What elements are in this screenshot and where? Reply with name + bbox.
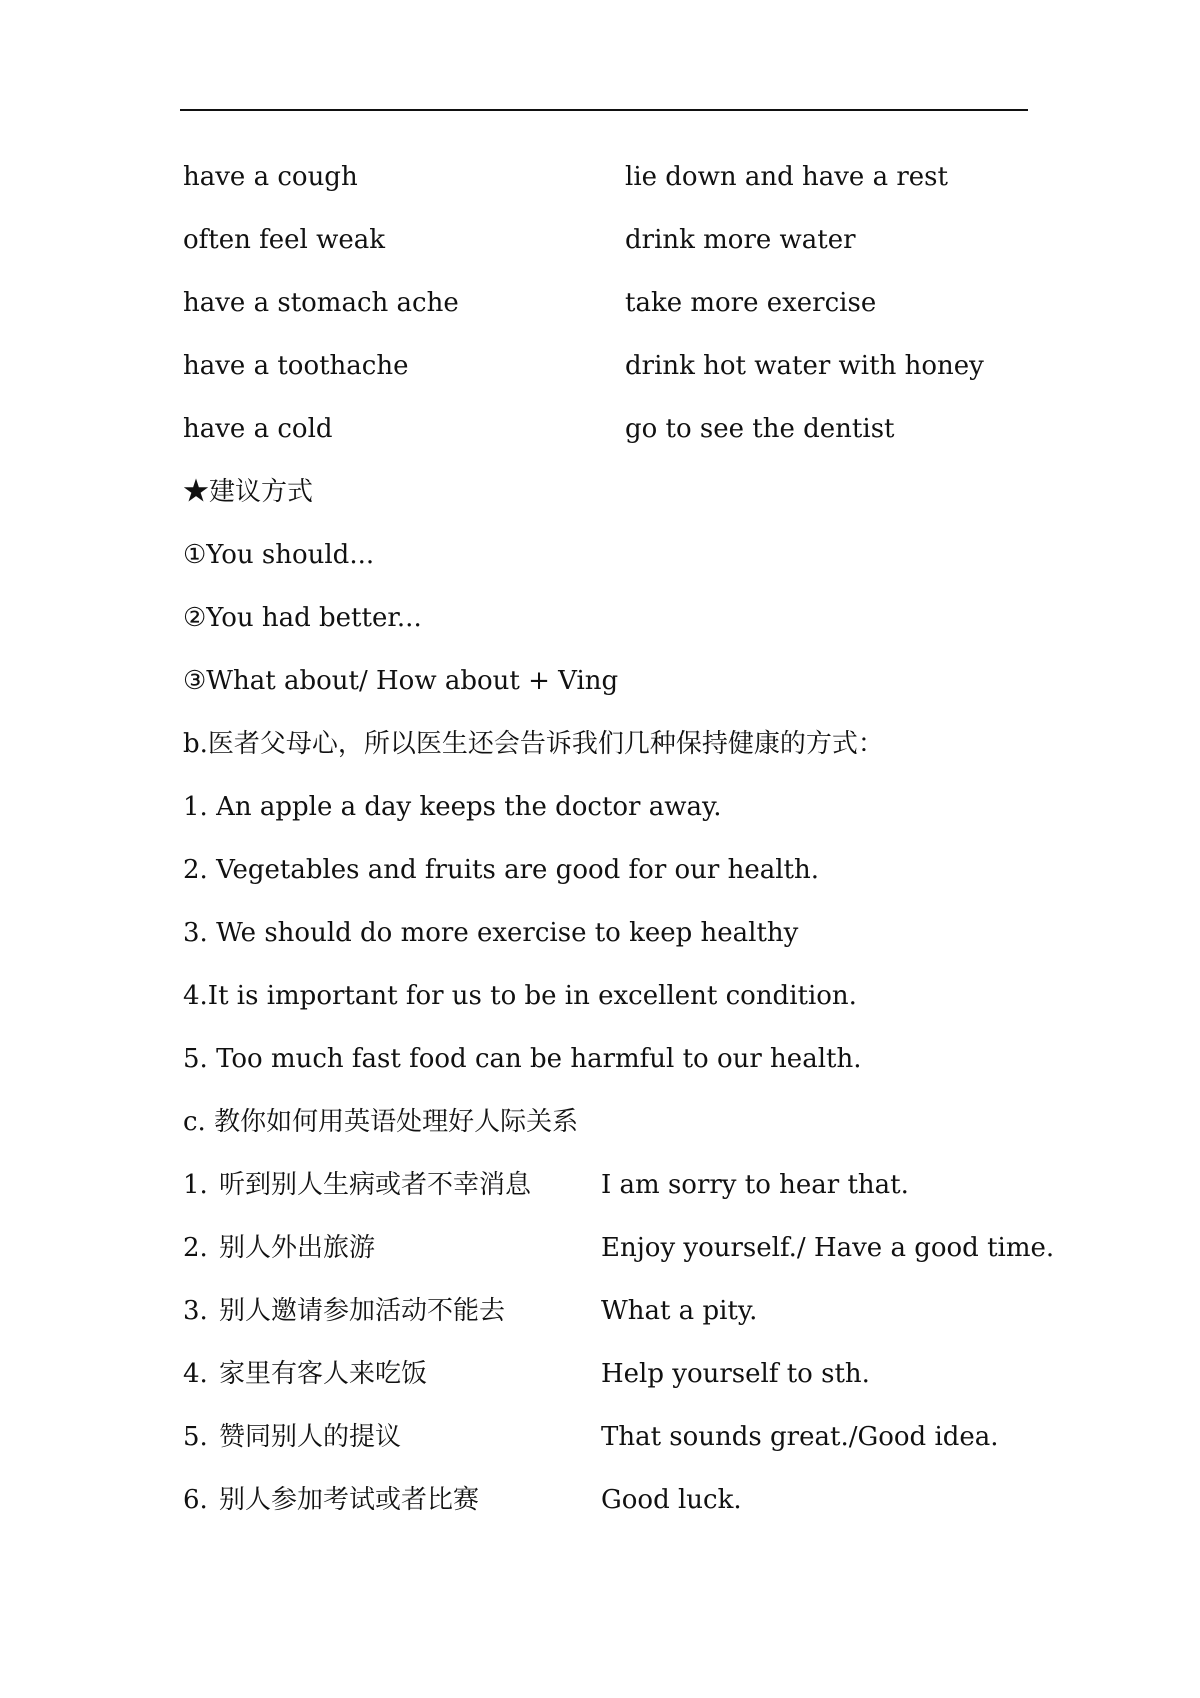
situation-number: 5. xyxy=(183,1422,208,1452)
health-tip-2: 2. Vegetables and fruits are good for our health. xyxy=(183,855,820,885)
section-b-heading: b.医者父母心，所以医生还会告诉我们几种保持健康的方式： xyxy=(183,729,884,759)
advice-4: drink hot water with honey xyxy=(625,351,984,381)
response-6: Good luck. xyxy=(601,1485,742,1515)
situation-number: 1. xyxy=(183,1170,208,1200)
situation-number: 6. xyxy=(183,1485,208,1515)
situation-text: 听到别人生病或者不幸消息 xyxy=(219,1170,532,1200)
situation-text: 别人参加考试或者比赛 xyxy=(219,1485,480,1515)
section-c-heading: c. 教你如何用英语处理好人际关系 xyxy=(183,1107,579,1137)
response-1: I am sorry to hear that. xyxy=(601,1170,909,1200)
situation-4 xyxy=(183,1359,427,1389)
situation-text: 别人邀请参加活动不能去 xyxy=(219,1296,506,1326)
situation-6 xyxy=(183,1485,479,1515)
situation-2 xyxy=(183,1233,375,1263)
situation-text: 赞同别人的提议 xyxy=(219,1422,402,1452)
health-tip-4: 4.It is important for us to be in excellent condition. xyxy=(183,981,857,1011)
response-5: That sounds great./Good idea. xyxy=(601,1422,999,1452)
symptom-1: have a cough xyxy=(183,162,358,192)
symptom-4: have a toothache xyxy=(183,351,409,381)
suggestion-3: ③What about/ How about + Ving xyxy=(183,666,619,696)
situation-number: 3. xyxy=(183,1296,208,1326)
situation-1 xyxy=(183,1170,531,1200)
situation-text: 别人外出旅游 xyxy=(219,1233,376,1263)
header-rule xyxy=(180,109,1028,111)
situation-number: 4. xyxy=(183,1359,208,1389)
response-2: Enjoy yourself./ Have a good time. xyxy=(601,1233,1055,1263)
advice-3: take more exercise xyxy=(625,288,877,318)
advice-1: lie down and have a rest xyxy=(625,162,948,192)
advice-5: go to see the dentist xyxy=(625,414,895,444)
symptom-5: have a cold xyxy=(183,414,333,444)
suggestion-1: ①You should... xyxy=(183,540,375,570)
health-tip-1: 1. An apple a day keeps the doctor away. xyxy=(183,792,722,822)
response-3: What a pity. xyxy=(601,1296,758,1326)
symptom-3: have a stomach ache xyxy=(183,288,459,318)
situation-number: 2. xyxy=(183,1233,208,1263)
advice-2: drink more water xyxy=(625,225,856,255)
symptom-2: often feel weak xyxy=(183,225,385,255)
response-4: Help yourself to sth. xyxy=(601,1359,870,1389)
situation-3 xyxy=(183,1296,505,1326)
health-tip-3: 3. We should do more exercise to keep healthy xyxy=(183,918,799,948)
suggestion-2: ②You had better... xyxy=(183,603,422,633)
situation-text: 家里有客人来吃饭 xyxy=(219,1359,428,1389)
health-tip-5: 5. Too much fast food can be harmful to our health. xyxy=(183,1044,862,1074)
situation-5 xyxy=(183,1422,401,1452)
suggestion-heading: ★建议方式 xyxy=(183,477,314,507)
